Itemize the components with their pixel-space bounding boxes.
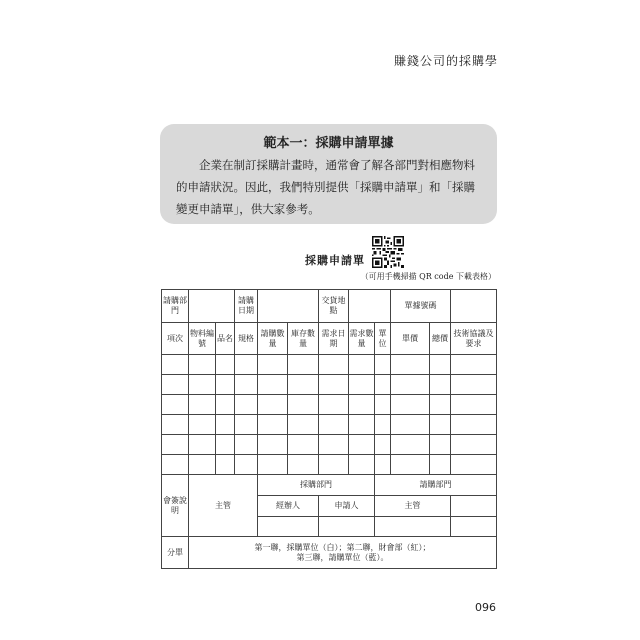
table-row [162, 395, 497, 415]
column-header: 技術協議及要求 [451, 323, 497, 355]
form-title: 採購申請單 [305, 254, 365, 267]
column-header: 總價 [430, 323, 451, 355]
sample-callout [160, 124, 497, 224]
table-row [162, 435, 497, 455]
column-header: 需求日期 [319, 323, 349, 355]
qr-note: （可用手機掃描 QR code 下載表格） [360, 272, 496, 281]
date-label: 請購日期 [235, 290, 258, 323]
delivery-label: 交貨地點 [319, 290, 349, 323]
table-row [162, 455, 497, 475]
column-header: 請購數量 [258, 323, 288, 355]
sample-title: 範本一：採購申請單據 [263, 136, 394, 151]
purchasing-dept-header: 採購部門 [258, 475, 375, 496]
distribution-line-2: 第三聯，請購單位（藍）。 [296, 552, 389, 562]
purchase-request-form [161, 289, 497, 569]
requesting-blank [451, 496, 497, 517]
dept-value [189, 290, 235, 323]
column-header: 單位 [375, 323, 391, 355]
sample-body: 企業在制訂採購計畫時，通常會了解各部門對相應物料的申請狀況。因此，我們特別提供「採購申請單」和「採購變更申請單」，供大家參考。 [176, 158, 475, 216]
column-header: 規格 [235, 323, 258, 355]
sign-label: 會簽說明 [162, 475, 189, 537]
column-header: 單價 [391, 323, 430, 355]
page-number: 096 [475, 601, 496, 614]
table-row [162, 415, 497, 435]
qr-code-icon [372, 236, 404, 268]
sign-supervisor: 主管 [189, 475, 258, 537]
running-header: 賺錢公司的採購學 [393, 54, 498, 68]
dept-label: 請購部門 [162, 290, 189, 323]
table-row [162, 355, 497, 375]
delivery-value [349, 290, 391, 323]
requesting-supervisor-label: 主管 [375, 496, 451, 517]
requesting-dept-header: 請購部門 [375, 475, 497, 496]
column-header: 物料編號 [189, 323, 216, 355]
date-value [258, 290, 319, 323]
column-header: 需求數量 [349, 323, 375, 355]
distribution-line-1: 第一聯，採購單位（白）；第二聯，財會部（紅）； [254, 542, 431, 552]
distribution-text [189, 537, 497, 569]
doc-no-label: 單據號碼 [391, 290, 451, 323]
applicant-label: 申請人 [319, 496, 375, 517]
handler-label: 經辦人 [258, 496, 319, 517]
column-header: 庫存數量 [288, 323, 319, 355]
distribution-label: 分單 [162, 537, 189, 569]
doc-no-value [451, 290, 497, 323]
table-row [162, 375, 497, 395]
column-header: 項次 [162, 323, 189, 355]
column-header: 品名 [216, 323, 235, 355]
